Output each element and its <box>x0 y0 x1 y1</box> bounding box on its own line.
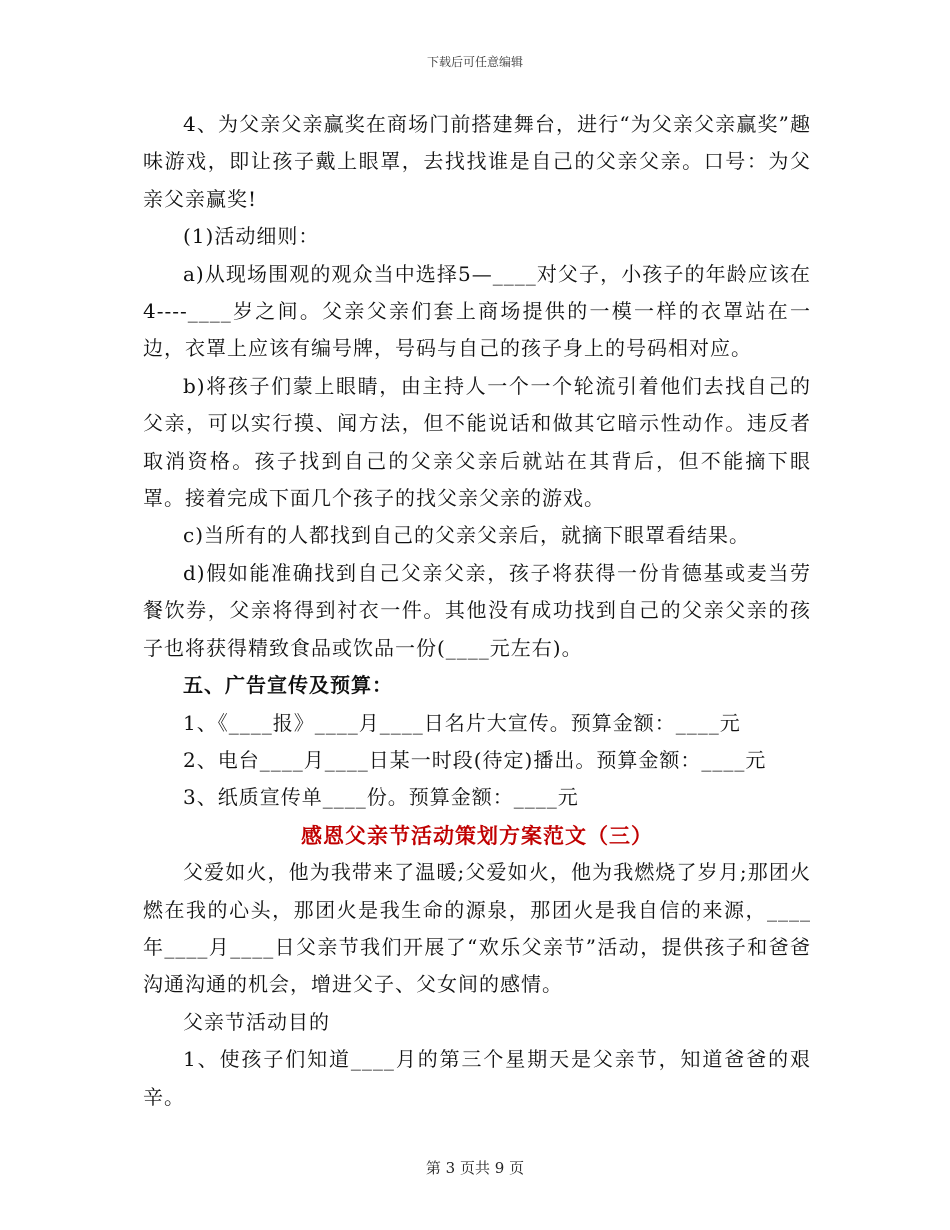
rule-c-paragraph: c)当所有的人都找到自己的父亲父亲后，就摘下眼罩看结果。 <box>183 523 751 548</box>
rule-a-paragraph: a)从现场围观的观众当中选择5—____对父子，小孩子的年龄应该在4----____岁之间。父亲父亲们套上商场提供的一模一样的衣罩站在一边，衣罩上应该有编号牌，号码与自己的孩子身上的号码相对应。 <box>143 261 811 361</box>
ad-item-1: 1、《____报》____月____日名片大宣传。预算金额：____元 <box>183 710 741 735</box>
ad-item-3: 3、纸质宣传单____份。预算金额：____元 <box>183 785 579 810</box>
document-section-title: 感恩父亲节活动策划方案范文（三） <box>301 822 653 848</box>
activity-4-paragraph: 4、为父亲父亲赢奖在商场门前搭建舞台，进行“为父亲父亲赢奖”趣味游戏，即让孩子戴上眼罩，去找找谁是自己的父亲父亲。口号：为父亲父亲赢奖! <box>143 112 811 211</box>
rules-heading: (1)活动细则： <box>183 224 320 249</box>
goal-heading: 父亲节活动目的 <box>183 1009 330 1034</box>
page-footer: 第 3 页共 9 页 <box>425 1159 525 1177</box>
page-header: 下载后可任意编辑 <box>426 55 523 69</box>
ad-item-2: 2、电台____月____日某一时段(待定)播出。预算金额：____元 <box>183 747 767 772</box>
section-5-heading: 五、广告宣传及预算： <box>183 673 393 698</box>
rule-d-paragraph: d)假如能准确找到自己父亲父亲，孩子将获得一份肯德基或麦当劳餐饮券，父亲将得到衬衣一件。其他没有成功找到自己的父亲父亲的孩子也将获得精致食品或饮品一份(____元左右)。 <box>143 560 811 660</box>
goal-item-1: 1、使孩子们知道____月的第三个星期天是父亲节，知道爸爸的艰辛。 <box>143 1047 811 1109</box>
rule-b-paragraph: b)将孩子们蒙上眼睛，由主持人一个一个轮流引着他们去找自己的父亲，可以实行摸、闻方法，但不能说话和做其它暗示性动作。违反者取消资格。孩子找到自己的父亲父亲后就站在其背后，但不能摘下眼罩。接着完成下面几个孩子的找父亲父亲的游戏。 <box>143 373 811 511</box>
document-body <box>143 106 811 1116</box>
intro-paragraph: 父爱如火，他为我带来了温暖;父爱如火，他为我燃烧了岁月;那团火燃在我的心头，那团火是我生命的源泉，那团火是我自信的来源，____年____月____日父亲节我们开展了“欢乐父亲节”活动，提供孩子和爸爸沟通沟通的机会，增进父子、父女间的感情。 <box>143 860 811 997</box>
